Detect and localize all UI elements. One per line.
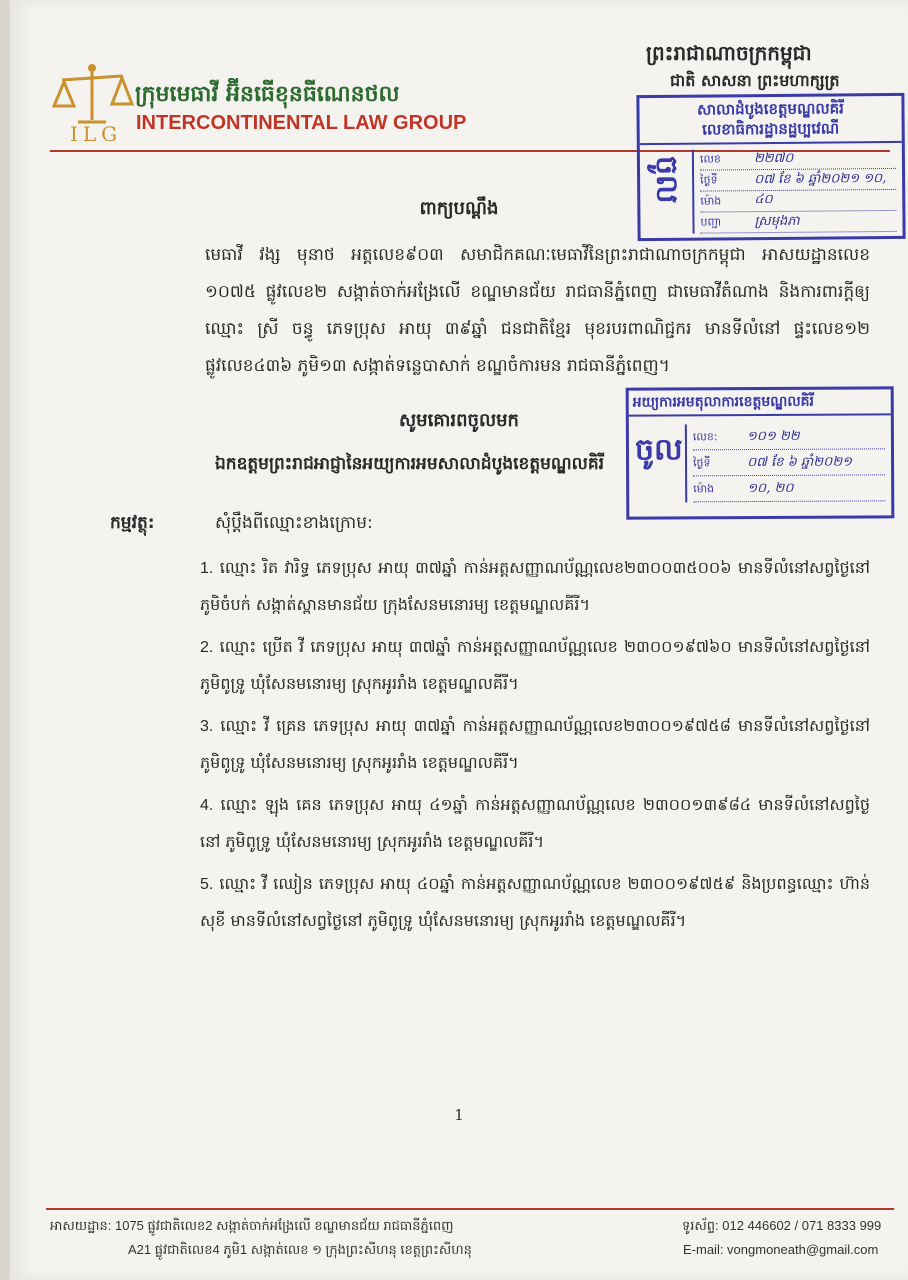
prosecutor-stamp-row: ថ្ងៃទី ០៧ ខែ ៦ ឆ្នាំ២០២១ [693,449,885,476]
court-stamp-received-word: ចូល [648,155,685,204]
addressee: ឯកឧត្តមព្រះរាជអាជ្ញានៃអយ្យការអមសាលាដំបូងខេត្តមណ្ឌលគិរី [215,454,605,474]
footer-email: E-mail: vongmoneath@gmail.com [683,1242,879,1257]
kingdom-heading: ព្រះរាជាណាចក្រកម្ពុជា [646,41,812,65]
logo-letters: ILG [70,122,123,146]
prosecutor-stamp-received-word: ចូល [634,432,683,468]
subject-text: សុំប្តឹងពីឈ្មោះខាងក្រោម: [215,513,373,533]
court-stamp-row: លេខ ២២៧០ [700,148,896,171]
intro-paragraph: មេធាវី វង្ស មុនាថ អត្តលេខ៩០៣ សមាជិកគណៈមេធាវីនៃព្រះរាជាណាចក្រកម្ពុជា អាសយដ្ឋានលេខ ១០៧៥ ផ្លូវលេខ២ សង្កាត់ចាក់អង្រែលើ ខណ្ឌមានជ័យ រាជធានីភ្នំពេញ ជាមេធាវីតំណាង និងការពារក្តីឲ្យឈ្មោះ ស្រី ចន្ធូ ភេទប្រុស អាយុ ៣៩ឆ្នាំ ជនជាតិខ្មែរ មុខរបរពាណិជ្ជករ មានទីលំនៅ ផ្ទះលេខ១២ ផ្លូវលេខ៤៣៦ ភូមិ១៣ សង្កាត់ទន្លេបាសាក់ ខណ្ឌចំការមន រាជធានីភ្នំពេញ។ [205,245,870,376]
national-motto: ជាតិ សាសនា ព្រះមហាក្សត្រ [670,71,840,90]
list-item: 2. ឈ្មោះ ប្រើត វី ភេទប្រុស អាយុ ៣៧ឆ្នាំ កាន់អត្តសញ្ញាណប័ណ្ណលេខ ២៣០០១៩៧៦០ មានទីលំនៅសព្វថ្ងៃនៅ ភូមិពូទ្រូ ឃុំសែនមនោរម្យ ស្រុកអូររាំង ខេត្តមណ្ឌលគីរី។ [200,637,870,693]
footer-address-1: អាសយដ្ឋាន: 1075 ផ្លូវជាតិលេខ2 សង្កាត់ចាក់អង្រែលើ ខណ្ឌមានជ័យ រាជធានីភ្នំពេញ [50,1218,454,1233]
subject-label: កម្មវត្ថុ: [110,513,155,533]
firm-name-english: INTERCONTINENTAL LAW GROUP [136,112,467,134]
document-page [10,0,908,1280]
prosecutor-received-stamp [626,386,895,519]
court-stamp-row: ថ្ងៃទី ០៧ ខែ ៦ ឆ្នាំ២០២១ ១០, ៤០ [700,169,896,192]
prosecutor-stamp-row: ម៉ោង ១០, ២០ [693,475,885,502]
salutation: សូមគោរពចូលមក [399,410,519,431]
court-stamp-row: បញ្ជា ស្រមុងភា [700,211,896,234]
list-item: 5. ឈ្មោះ វី ឈៀន ភេទប្រុស អាយុ ៤០ឆ្នាំ កាន់អត្តសញ្ញាណប័ណ្ណលេខ ២៣០០១៩៧៥៩ និងប្រពន្ធឈ្មោះ ហ៊ាន់ សុខី មានទីលំនៅសព្វថ្ងៃនៅ ភូមិពូទ្រូ ឃុំសែនមនោរម្យ ស្រុកអូររាំង ខេត្តមណ្ឌលគីរី។ [200,874,870,930]
list-item: 1. ឈ្មោះ រិត វារិទ្ធ ភេទប្រុស អាយុ ៣៧ឆ្នាំ កាន់អត្តសញ្ញាណប័ណ្ណលេខ២៣០០៣៥០០៦ មានទីលំនៅសព្វថ្ងៃនៅ ភូមិចំបក់ សង្កាត់ស្ពានមានជ័យ ក្រុងសែនមនោរម្យ ខេត្តមណ្ឌលគីរី។ [200,558,870,614]
document-title: ពាក្យបណ្តឹង [419,198,499,219]
court-stamp-row: ម៉ោង [700,190,896,213]
court-stamp-title: សាលាដំបូងខេត្តមណ្ឌលគិរី លេខាធិការដ្ឋានដ្ឋប្បវេណី [639,96,901,145]
list-item: 4. ឈ្មោះ ឡុង គេន ភេទប្រុស អាយុ ៤១ឆ្នាំ កាន់អត្តសញ្ញាណប័ណ្ណលេខ ២៣០០១៣៩៨៤ មានទីលំនៅសព្វថ្ងៃនៅ ភូមិពូទ្រូ ឃុំសែនមនោរម្យ ស្រុកអូររាំង ខេត្តមណ្ឌលគីរី។ [200,795,871,851]
defendant-list [200,550,870,945]
firm-name-khmer: ក្រុមមេធាវី អ៊ីនធើខុនធីណេនថល [135,82,400,107]
prosecutor-stamp-row: លេខ: ១០១ ២២ [693,423,885,450]
page-number: 1 [454,1106,464,1124]
list-item: 3. ឈ្មោះ វី គ្រេន ភេទប្រុស អាយុ ៣៧ឆ្នាំ កាន់អត្តសញ្ញាណប័ណ្ណលេខ២៣០០១៩៧៥៨ មានទីលំនៅសព្វថ្ងៃនៅ ភូមិពូទ្រូ ឃុំសែនមនោរម្យ ស្រុកអូររាំង ខេត្តមណ្ឌលគីរី។ [200,716,870,772]
footer-phone: ទូរស័ព្ទ: 012 446602 / 071 8333 999 [682,1218,882,1233]
prosecutor-stamp-title: អយ្យការអមតុលាការខេត្តមណ្ឌលគិរី [629,389,891,416]
footer-address-2: A21 ផ្លូវជាតិលេខ4 ភូមិ1 សង្កាត់លេខ ១ ក្រុងព្រះសីហនុ ខេត្តព្រះសីហនុ [128,1242,472,1257]
footer-divider [46,1208,894,1210]
